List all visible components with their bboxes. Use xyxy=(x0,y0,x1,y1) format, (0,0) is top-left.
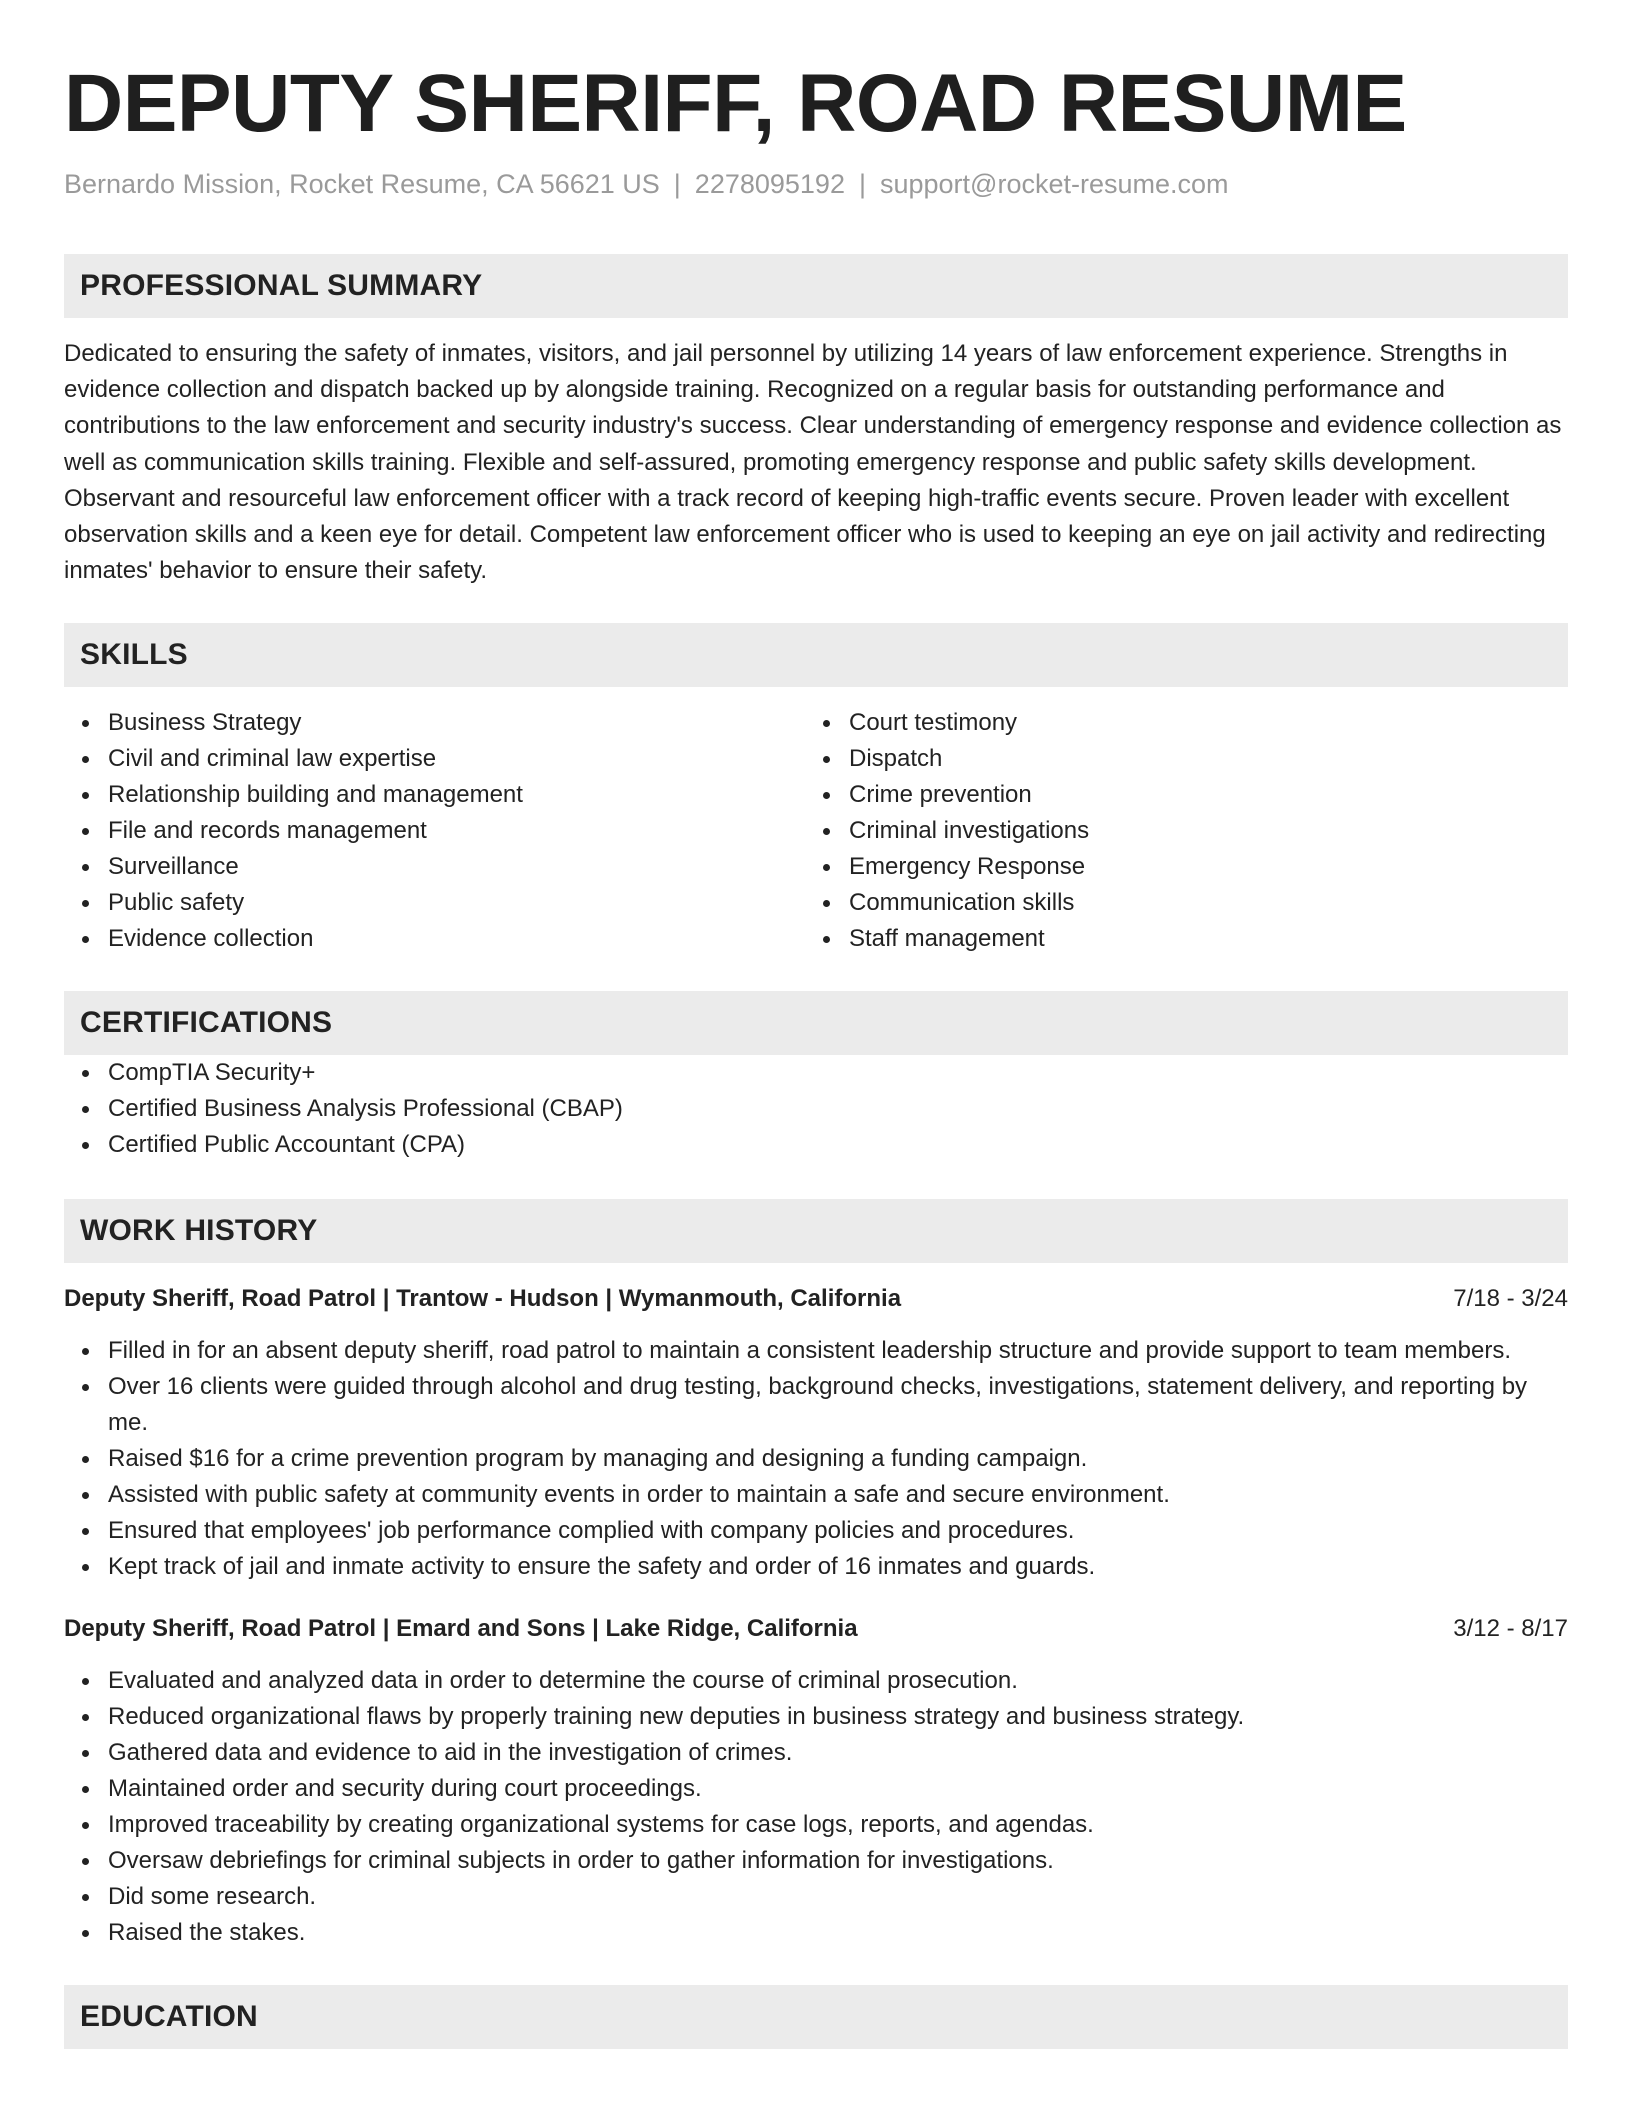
education-section xyxy=(64,1985,1568,2049)
skills-column-left xyxy=(64,705,805,957)
job-bullet: Ensured that employees' job performance complied with company policies and procedures. xyxy=(108,1513,1568,1549)
summary-paragraph: Dedicated to ensuring the safety of inmates, visitors, and jail personnel by utilizing 14 years of law enforcement experience. Strengths in evidence collection and dispatch backed up by alongside training. Recognized on a regular basis for outstanding performance and contributions to the law enforcement and security industry's success. Clear understanding of emergency response and evidence collection as well as communication skills training. Flexible and self-assured, promoting emergency response and public safety skills development. Observant and resourceful law enforcement officer with a track record of keeping high-traffic events secure. Proven leader with excellent observation skills and a keen eye for detail. Competent law enforcement officer who is used to keeping an eye on jail activity and redirecting inmates' behavior to ensure their safety. xyxy=(64,340,1562,585)
skills-list-left xyxy=(64,705,805,957)
certification-item: Certified Public Accountant (CPA) xyxy=(108,1127,1568,1163)
section-heading-work-history: WORK HISTORY xyxy=(64,1199,1568,1263)
skills-list-right xyxy=(805,705,1546,957)
job-header xyxy=(64,1281,1568,1317)
skill-item: Staff management xyxy=(849,921,1546,957)
job-dates: 3/12 - 8/17 xyxy=(1453,1615,1568,1643)
skills-column-right xyxy=(805,705,1546,957)
certification-item: CompTIA Security+ xyxy=(108,1055,1568,1091)
job-bullet: Over 16 clients were guided through alcohol and drug testing, background checks, investigations, statement delivery, and reporting by me. xyxy=(108,1369,1568,1441)
job-bullet: Filled in for an absent deputy sheriff, road patrol to maintain a consistent leadership structure and provide support to team members. xyxy=(108,1333,1568,1369)
certifications-section xyxy=(64,991,1568,1163)
job-bullets xyxy=(64,1663,1568,1951)
certification-item: Certified Business Analysis Professional (CBAP) xyxy=(108,1091,1568,1127)
skill-item: Relationship building and management xyxy=(108,777,805,813)
job-bullet: Raised $16 for a crime prevention program by managing and designing a funding campaign. xyxy=(108,1441,1568,1477)
skill-item: Civil and criminal law expertise xyxy=(108,741,805,777)
skill-item: Criminal investigations xyxy=(849,813,1546,849)
skill-item: Public safety xyxy=(108,885,805,921)
skill-item: Communication skills xyxy=(849,885,1546,921)
job-header xyxy=(64,1611,1568,1647)
summary-section xyxy=(64,254,1568,589)
skill-item: Business Strategy xyxy=(108,705,805,741)
section-heading-skills: SKILLS xyxy=(64,623,1568,687)
section-heading-summary: PROFESSIONAL SUMMARY xyxy=(64,254,1568,318)
job-entry xyxy=(64,1281,1568,1585)
resume-title: DEPUTY SHERIFF, ROAD RESUME xyxy=(64,58,1407,149)
contact-address: Bernardo Mission, Rocket Resume, CA 56621 US xyxy=(64,169,660,199)
job-bullet: Oversaw debriefings for criminal subjects in order to gather information for investigations. xyxy=(108,1843,1568,1879)
skill-item: File and records management xyxy=(108,813,805,849)
section-heading-education: EDUCATION xyxy=(64,1985,1568,2049)
contact-separator: | xyxy=(673,169,681,199)
section-heading-certifications: CERTIFICATIONS xyxy=(64,991,1568,1055)
certifications-list xyxy=(64,1055,1568,1163)
skills-section xyxy=(64,623,1568,957)
skill-item: Evidence collection xyxy=(108,921,805,957)
job-entry xyxy=(64,1611,1568,1951)
job-bullet: Raised the stakes. xyxy=(108,1915,1568,1951)
job-bullet: Evaluated and analyzed data in order to determine the course of criminal prosecution. xyxy=(108,1663,1568,1699)
job-title: Deputy Sheriff, Road Patrol | Trantow - Hudson | Wymanmouth, California xyxy=(64,1285,902,1313)
skill-item: Crime prevention xyxy=(849,777,1546,813)
contact-line xyxy=(64,166,1568,202)
job-bullets xyxy=(64,1333,1568,1585)
skill-item: Dispatch xyxy=(849,741,1546,777)
job-bullet: Gathered data and evidence to aid in the investigation of crimes. xyxy=(108,1735,1568,1771)
skill-item: Surveillance xyxy=(108,849,805,885)
job-bullet: Assisted with public safety at community events in order to maintain a safe and secure environment. xyxy=(108,1477,1568,1513)
job-bullet: Kept track of jail and inmate activity to ensure the safety and order of 16 inmates and guards. xyxy=(108,1549,1568,1585)
skill-item: Court testimony xyxy=(849,705,1546,741)
skills-grid xyxy=(64,705,1568,957)
contact-email: support@rocket-resume.com xyxy=(879,169,1229,199)
contact-separator: | xyxy=(858,169,866,199)
job-dates: 7/18 - 3/24 xyxy=(1453,1285,1568,1313)
job-bullet: Reduced organizational flaws by properly training new deputies in business strategy and business strategy. xyxy=(108,1699,1568,1735)
skill-item: Emergency Response xyxy=(849,849,1546,885)
job-bullet: Did some research. xyxy=(108,1879,1568,1915)
job-bullet: Maintained order and security during court proceedings. xyxy=(108,1771,1568,1807)
work-history-section xyxy=(64,1199,1568,1951)
job-title: Deputy Sheriff, Road Patrol | Emard and Sons | Lake Ridge, California xyxy=(64,1615,858,1643)
job-bullet: Improved traceability by creating organizational systems for case logs, reports, and agendas. xyxy=(108,1807,1568,1843)
contact-phone: 2278095192 xyxy=(694,169,845,199)
